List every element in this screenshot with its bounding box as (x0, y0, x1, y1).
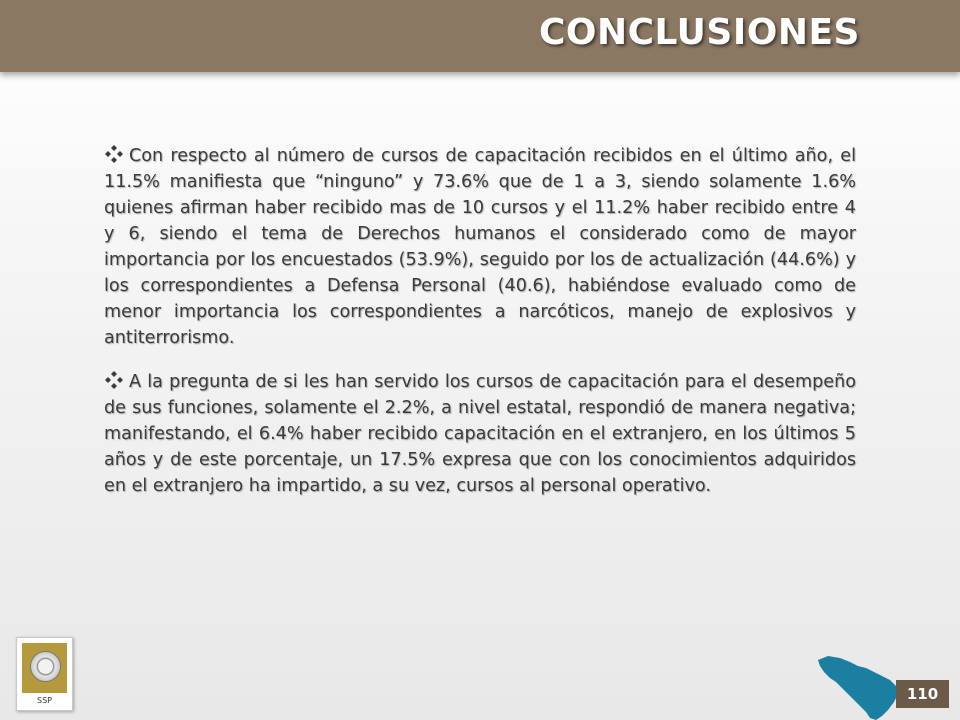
paragraph-1-text: Con respecto al número de cursos de capacitación recibidos en el último año, el 11.5% manifiesta que “ninguno” y 73.6% que de 1 a 3, siendo solamente 1.6% quienes afirman haber recibido mas de 10 cursos y el 11.2% haber recibido entre 4 y 6, siendo el tema de Derechos humanos el considerado como de mayor importancia por los encuestados (53.9%), seguido por los de actualización (44.6%) y los correspondientes a Defensa Personal (40.6), habiéndose evaluado como de menor importancia los correspondientes a narcóticos, manejo de explosivos y antiterrorismo. (104, 146, 856, 348)
paragraph-2-text: A la pregunta de si les han servido los cursos de capacitación para el desempeño de sus funciones, solamente el 2.2%, a nivel estatal, respondió de manera negativa; manifestando, el 6.4% haber recibido capacitación en el extranjero, en los últimos 5 años y de este porcentaje, un 17.5% expresa que con los conocimientos adquiridos en el extranjero ha impartido, a su vez, cursos al personal operativo. (104, 372, 856, 496)
logo-label: SSP (37, 696, 52, 705)
page-number: 110 (896, 680, 949, 708)
content-body (104, 143, 856, 517)
paragraph-2 (104, 369, 856, 499)
diamond-bullet-icon (104, 144, 124, 164)
logo-emblem-panel (22, 643, 67, 693)
header-bar (0, 0, 960, 72)
page-title: CONCLUSIONES (538, 12, 860, 53)
paragraph-1 (104, 143, 856, 351)
seal-icon (30, 651, 61, 682)
ssp-logo (16, 637, 73, 711)
diamond-bullet-icon (104, 370, 124, 390)
state-map-icon (814, 654, 900, 720)
